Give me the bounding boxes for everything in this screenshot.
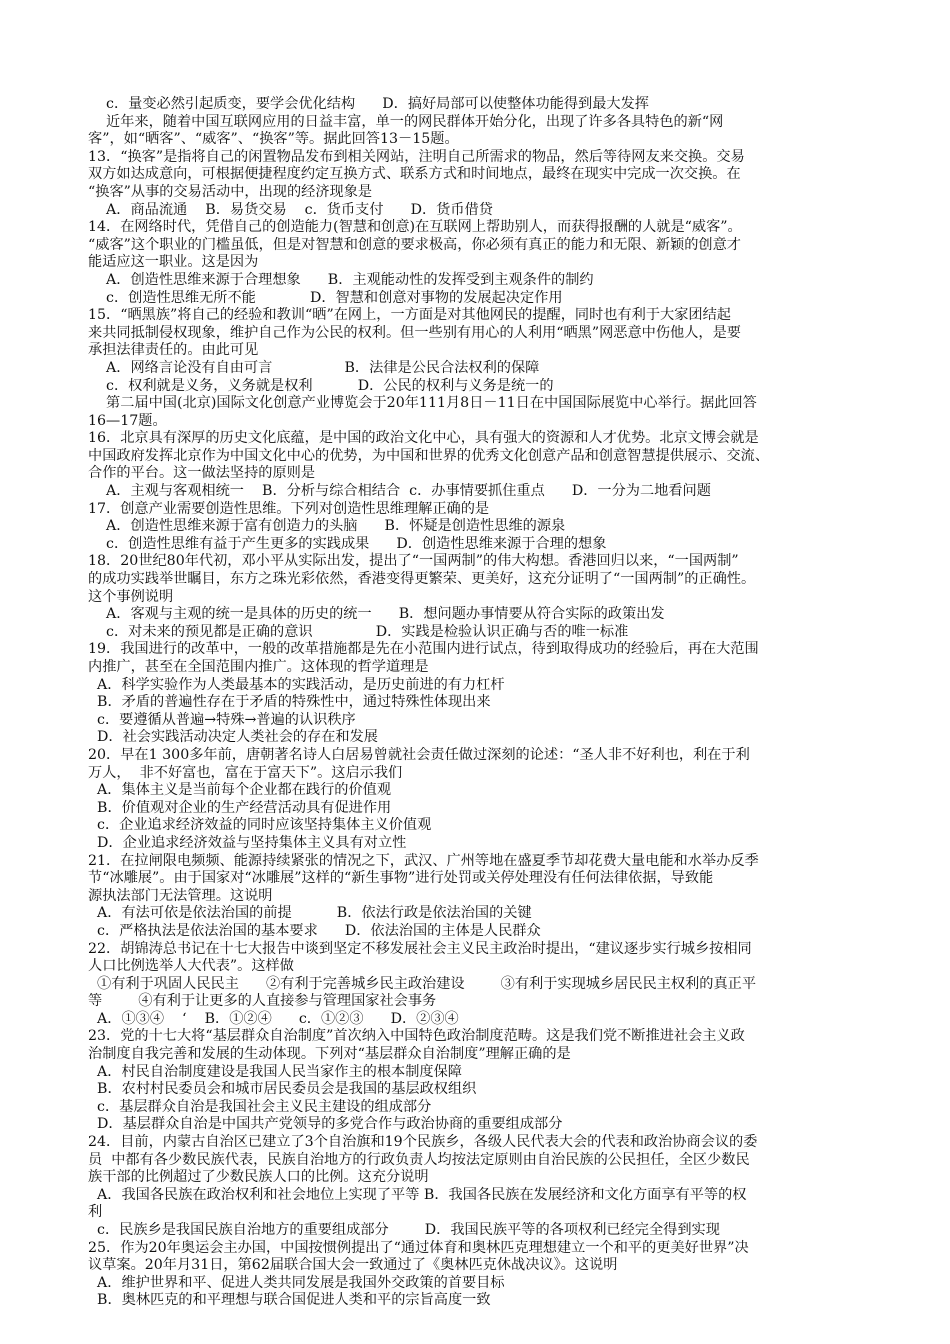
text-line: c．要遵循从普遍→特殊→普遍的认识秩序 <box>88 711 356 728</box>
text-line: 22．胡锦涛总书记在十七大报告中谈到坚定不移发展社会主义民主政治时提出，“建议逐步实行城乡按相同 <box>88 940 752 957</box>
text-line: 第二届中国(北京)国际文化创意产业博览会于20年111月8日－11日在中国国际展览中心举行。据此回答 <box>88 395 757 412</box>
text-line: 16—17题。 <box>88 412 167 429</box>
text-line: 24．目前，内蒙古自治区已建立了3个自治旗和19个民族乡，各级人民代表大会的代表和政治协商会议的委 <box>88 1134 758 1151</box>
text-line: D．基层群众自治是中国共产党领导的多党合作与政治协商的重要组成部分 <box>88 1116 563 1133</box>
text-line: 客”，如“晒客”、“威客”、“换客”等。据此回答13－15题。 <box>88 131 459 148</box>
text-line: A．主观与客观相统一 B．分析与综合相结合 c．办事情要抓住重点 D．一分为二地看问题 <box>88 483 711 500</box>
text-line: 这个事例说明 <box>88 588 174 605</box>
text-line: 人口比例选举人大代表”。这样做 <box>88 958 294 975</box>
text-line: 23．党的十七大将“基层群众自治制度”首次纳入中国特色政治制度范畴。这是我们党不断推进社会主义政 <box>88 1028 745 1045</box>
text-line: A．有法可依是依法治国的前提 B．依法行政是依法治国的关键 <box>88 905 532 922</box>
text-line: 18．20世纪80年代初，邓小平从实际出发，提出了“一国两制”的伟大构想。香港回归以来，“一国两制” <box>88 553 739 570</box>
text-line: c．基层群众自治是我国社会主义民主建设的组成部分 <box>88 1098 432 1115</box>
text-line: 内推广，甚至在全国范围内推广。这体现的哲学道理是 <box>88 659 429 675</box>
text-line: 议草案。20年月31日，第62届联合国大会一致通过了《奥林匹克休战决议》。这说明 <box>88 1257 618 1274</box>
text-line: 族干部的比例超过了少数民族人口的比例。这充分说明 <box>88 1169 429 1186</box>
text-line: c．企业追求经济效益的同时应该坚持集体主义价值观 <box>88 817 432 834</box>
text-line: c．严格执法是依法治国的基本要求 D．依法治国的主体是人民群众 <box>88 922 541 939</box>
text-line: B．奥林匹克的和平理想与联合国促进人类和平的宗旨高度一致 <box>88 1292 491 1309</box>
text-line: c．民族乡是我国民族自治地方的重要组成部分 D．我国民族平等的各项权利已经完全得到实现 <box>88 1222 720 1238</box>
exam-text <box>88 96 888 1310</box>
text-line: B．价值观对企业的生产经营活动具有促进作用 <box>88 799 392 816</box>
text-line: 25．作为20年奥运会主办国，中国按惯例提出了“通过体育和奥林匹克理想建立一个和平的更美好世界”决 <box>88 1239 749 1256</box>
text-line: A．集体主义是当前每个企业都在践行的价值观 <box>88 782 392 799</box>
text-line: A．①③④ ‘ B．①②④ c．①②③ D．②③④ <box>88 1010 459 1027</box>
text-line: 中国政府发挥北京作为中国文化中心的优势，为中国和世界的优秀文化创意产品和创意智慧提供展示、交流、 <box>88 447 770 464</box>
text-line: 承担法律责任的。由此可见 <box>88 342 259 359</box>
text-line: 合作的平台。这一做法坚持的原则是 <box>88 465 316 482</box>
text-line: A．客观与主观的统一是具体的历史的统一 B．想问题办事情要从符合实际的政策出发 <box>88 606 665 623</box>
text-line: c．创造性思维有益于产生更多的实践成果 D．创造性思维来源于合理的想象 <box>88 535 607 552</box>
text-line: 来共同抵制侵权现象，维护自己作为公民的权利。但一些别有用心的人利用“晒黑”网恶意中伤他人，是要 <box>88 324 741 341</box>
text-line: A．创造性思维来源于合理想象 B．主观能动性的发挥受到主观条件的制约 <box>88 271 594 288</box>
text-line: A．创造性思维来源于富有创造力的头脑 B．怀疑是创造性思维的源泉 <box>88 518 566 535</box>
text-line: “换客”从事的交易活动中，出现的经济现象是 <box>88 183 373 200</box>
text-line: c．对未来的预见都是正确的意识 D．实践是检验认识正确与否的唯一标准 <box>88 623 629 640</box>
text-line: 13．“换客”是指将自己的闲置物品发布到相关网站，注明自己所需求的物品，然后等待网友来交换。交易 <box>88 148 745 165</box>
text-line: 19．我国进行的改革中，一般的改革措施都是先在小范围内进行试点，待到取得成功的经验后，再在大范围 <box>88 641 759 658</box>
text-line: D．社会实践活动决定人类社会的存在和发展 <box>88 729 378 746</box>
text-line: 的成功实践举世瞩目，东方之珠光彩依然，香港变得更繁荣、更美好，这充分证明了“一国两制”的正确性。 <box>88 571 756 588</box>
text-line: A．网络言论没有自由可言 B．法律是公民合法权利的保障 <box>88 359 540 376</box>
text-line: 源执法部门无法管理。这说明 <box>88 887 273 904</box>
text-line: A．科学实验作为人类最基本的实践活动，是历史前进的有力杠杆 <box>88 676 505 693</box>
text-line: A．维护世界和平、促进人类共同发展是我国外交政策的首要目标 <box>88 1274 505 1291</box>
text-line: A．村民自治制度建设是我国人民当家作主的根本制度保障 <box>88 1063 462 1080</box>
text-line: 利 <box>88 1204 103 1221</box>
text-line: 近年来，随着中国互联网应用的日益丰富，单一的网民群体开始分化，出现了许多各具特色的新“网 <box>88 113 724 130</box>
text-line: 14．在网络时代，凭借自己的创造能力(智慧和创意)在互联网上帮助别人，而获得报酬的人就是“威客”。 <box>88 219 742 236</box>
text-line: 等 ④有利于让更多的人直接参与管理国家社会事务 <box>88 993 437 1010</box>
text-line: c．量变必然引起质变，要学会优化结构 D．搞好局部可以使整体功能得到最大发挥 <box>88 96 649 112</box>
text-line: A．商品流通 B．易货交易 c．货币支付 D．货币借贷 <box>88 201 493 218</box>
text-line: B．农村村民委员会和城市居民委员会是我国的基层政权组织 <box>88 1081 477 1098</box>
text-line: 15．“晒黑族”将自己的经验和教训“晒”在网上，一方面是对其他网民的提醒，同时也有利于大家团结起 <box>88 307 731 324</box>
text-line: A．我国各民族在政治权利和社会地位上实现了平等 B．我国各民族在发展经济和文化方面享有平等的权 <box>88 1186 747 1203</box>
text-line: “威客”这个职业的门槛虽低，但是对智慧和创意的要求极高，你必须有真正的能力和无限、新颖的创意才 <box>88 236 741 253</box>
text-line: 万人， 非不好富也，富在于富天下”。这启示我们 <box>88 764 403 781</box>
text-line: 员 中都有各少数民族代表，民族自治地方的行政负责人均按法定原则由自治民族的公民担任，全区少数民 <box>88 1151 750 1168</box>
text-line: ①有利于巩固人民民主 ②有利于完善城乡民主政治建设 ③有利于实现城乡居民民主权利的真正平 <box>88 975 757 992</box>
text-line: c．权利就是义务，义务就是权利 D．公民的权利与义务是统一的 <box>88 377 554 394</box>
text-line: 节“冰雕展”。由于国家对“冰雕展”这样的“新生事物”进行处罚或关停处理没有任何法律依据，导致能 <box>88 870 714 887</box>
text-line: c．创造性思维无所不能 D．智慧和创意对事物的发展起决定作用 <box>88 289 563 306</box>
text-line: D．企业追求经济效益与坚持集体主义具有对立性 <box>88 834 407 851</box>
text-line: 治制度自我完善和发展的生动体现。下列对“基层群众自治制度”理解正确的是 <box>88 1046 571 1063</box>
text-line: 能适应这一职业。这是因为 <box>88 254 259 271</box>
text-line: 20．早在1 300多年前，唐朝著名诗人白居易曾就社会责任做过深刻的论述：“圣人非不好利也，利在于利 <box>88 746 750 763</box>
text-line: B．矛盾的普遍性存在于矛盾的特殊性中，通过特殊性体现出来 <box>88 694 491 711</box>
text-line: 21．在拉闸限电频频、能源持续紧张的情况之下，武汉、广州等地在盛夏季节却花费大量电能和水举办反季 <box>88 852 759 869</box>
text-line: 17．创意产业需要创造性思维。下列对创造性思维理解正确的是 <box>88 500 490 517</box>
text-line: 双方如达成意向，可根据便捷程度约定互换方式、联系方式和时间地点，最终在现实中完成一次交换。在 <box>88 166 741 183</box>
text-line: 16．北京具有深厚的历史文化底蕴，是中国的政治文化中心，具有强大的资源和人才优势。北京文博会就是 <box>88 430 759 447</box>
